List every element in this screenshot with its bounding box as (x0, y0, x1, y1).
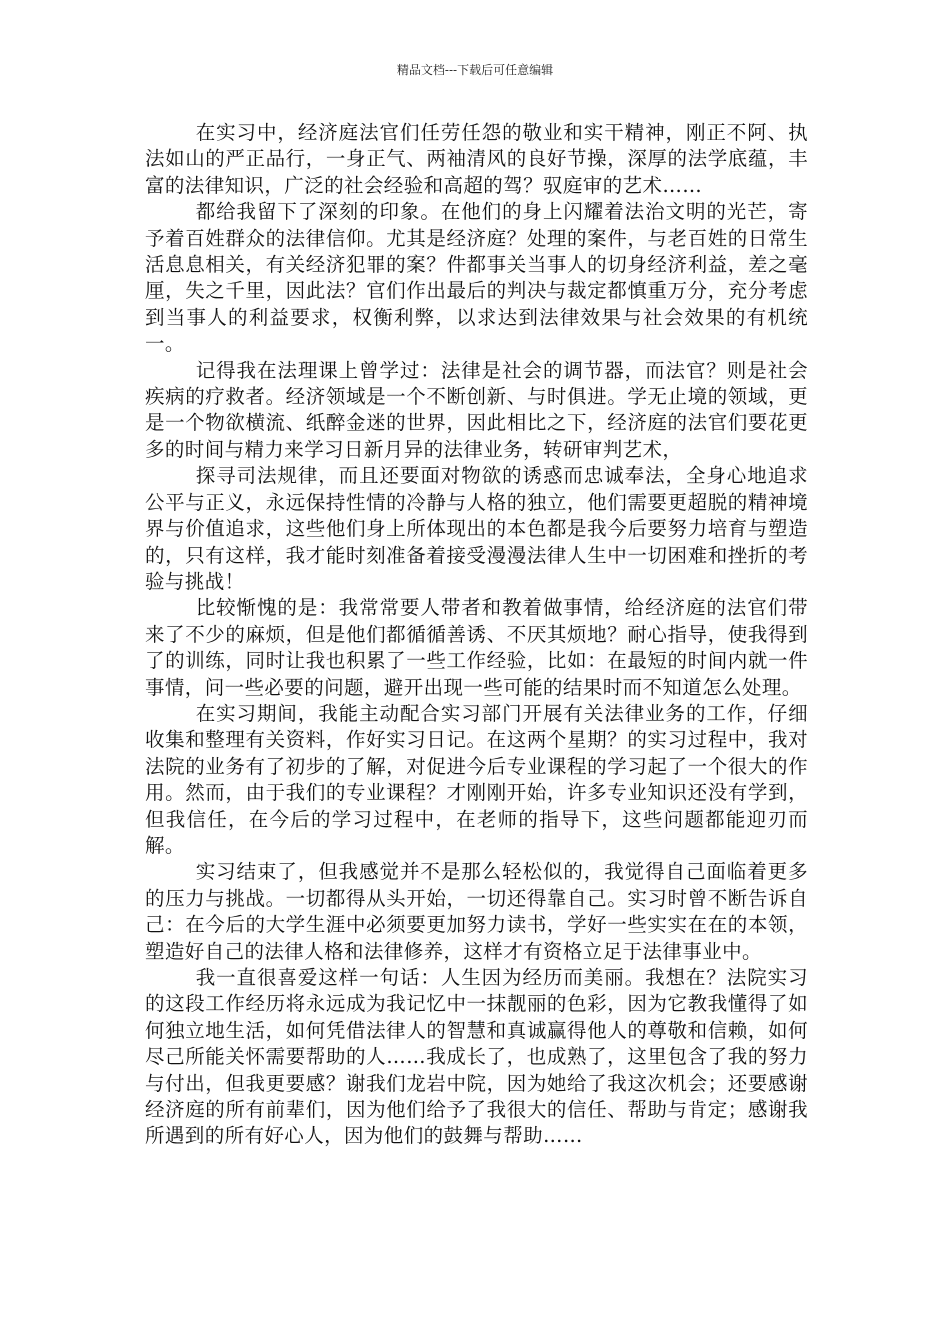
paragraph-6: 在实习期间，我能主动配合实习部门开展有关法律业务的工作，仔细收集和整理有关资料，作好实习日记。在这两个星期？的实习过程中，我对法院的业务有了初步的了解，对促进今后专业课程的学习起了一个很大的作用。然而，由于我们的专业课程？才刚刚开始，许多专业知识还没有学到，但我信任，在今后的学习过程中，在老师的指导下，这些问题都能迎刃而解。 (145, 701, 808, 857)
paragraph-2: 都给我留下了深刻的印象。在他们的身上闪耀着法治文明的光芒，寄予着百姓群众的法律信仰。尤其是经济庭？处理的案件，与老百姓的日常生活息息相关，有关经济犯罪的案？件都事关当事人的切身经济利益，差之毫厘，失之千里，因此法？官们作出最后的判决与裁定都慎重万分，充分考虑到当事人的利益要求，权衡利弊，以求达到法律效果与社会效果的有机统一。 (145, 200, 808, 356)
paragraph-3: 记得我在法理课上曾学过：法律是社会的调节器，而法官？则是社会疾病的疗救者。经济领域是一个不断创新、与时俱进。学无止境的领域，更是一个物欲横流、纸醉金迷的世界，因此相比之下，经济庭的法官们要花更多的时间与精力来学习日新月异的法律业务，转研审判艺术， (145, 358, 808, 461)
paragraph-5: 比较惭愧的是：我常常要人带者和教着做事情，给经济庭的法官们带来了不少的麻烦，但是他们都循循善诱、不厌其烦地？耐心指导，使我得到了的训练，同时让我也积累了一些工作经验，比如：在最短的时间内就一件事情，问一些必要的问题，避开出现一些可能的结果时而不知道怎么处理。 (145, 596, 808, 699)
paragraph-4: 探寻司法规律，而且还要面对物欲的诱惑而忠诚奉法，全身心地追求公平与正义，永远保持性情的冷静与人格的独立，他们需要更超脱的精神境界与价值追求，这些他们身上所体现出的本色都是我今后要努力培育与塑造的，只有这样，我才能时刻准备着接受漫漫法律人生中一切困难和挫折的考验与挑战！ (145, 464, 808, 593)
page-header: 精品文档---下载后可任意编辑 (396, 63, 554, 77)
paragraph-7: 实习结束了，但我感觉并不是那么轻松似的，我觉得自己面临着更多的压力与挑战。一切都得从头开始，一切还得靠自己。实习时曾不断告诉自己：在今后的大学生涯中必须要更加努力读书，学好一些实实在在的本领，塑造好自己的法律人格和法律修养，这样才有资格立足于法律事业中。 (145, 860, 808, 963)
paragraph-1: 在实习中，经济庭法官们任劳任怨的敬业和实干精神，刚正不阿、执法如山的严正品行，一身正气、两袖清风的良好节操，深厚的法学底蕴，丰富的法律知识，广泛的社会经验和高超的驾？驭庭审的艺术…… (145, 121, 808, 197)
document-body (145, 120, 808, 1150)
paragraph-8: 我一直很喜爱这样一句话：人生因为经历而美丽。我想在？法院实习的这段工作经历将永远成为我记忆中一抹靓丽的色彩，因为它教我懂得了如何独立地生活，如何凭借法律人的智慧和真诚赢得他人的尊敬和信赖，如何尽己所能关怀需要帮助的人……我成长了，也成熟了，这里包含了我的努力与付出，但我更要感？谢我们龙岩中院，因为她给了我这次机会；还要感谢经济庭的所有前辈们，因为他们给予了我很大的信任、帮助与肯定；感谢我所遇到的所有好心人，因为他们的鼓舞与帮助…… (145, 966, 808, 1148)
